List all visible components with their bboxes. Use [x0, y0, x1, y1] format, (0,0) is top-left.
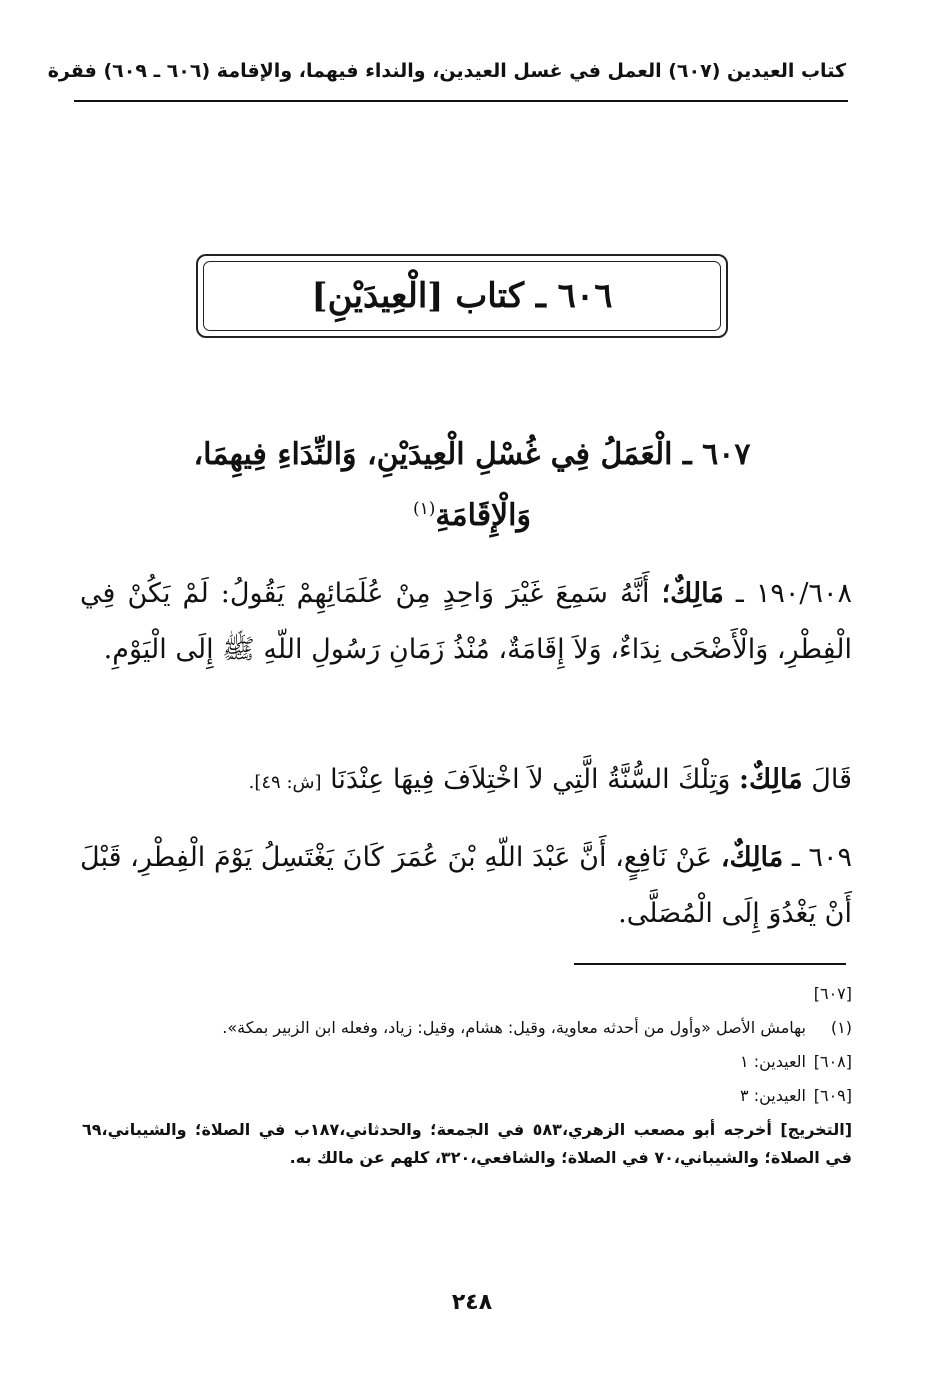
- paragraph-number: ٦٠٩ ـ: [791, 842, 852, 873]
- footnote-1: [82, 1014, 852, 1042]
- malik-statement: [80, 752, 852, 811]
- takhrij-note: [82, 1116, 852, 1172]
- footnote-text: العيدين: ١: [740, 1052, 806, 1071]
- statement-prefix: قَالَ: [811, 764, 852, 795]
- hadith-paragraph-608: [80, 566, 852, 678]
- footnotes-block: [82, 980, 852, 1172]
- paragraph-text: أَنَّهُ سَمِعَ غَيْرَ وَاحِدٍ مِنْ عُلَمَائِهِمْ يَقُولُ: لَمْ يَكُنْ فِي الْفِطْرِ، وَالْأَضْحَى نِدَاءٌ، وَلاَ إِقَامَةٌ، مُنْذُ زَمَانِ رَسُولِ اللّهِ ﷺ إِلَى الْيَوْمِ.: [80, 578, 852, 665]
- sharh-reference: [ش: ٤٩].: [248, 772, 322, 793]
- takhrij-label: [التخريج]: [780, 1120, 853, 1139]
- footnote-text: العيدين: ٣: [740, 1086, 806, 1105]
- footnote-number: (١): [830, 1018, 852, 1037]
- section-footnote-marker: (١): [413, 499, 436, 519]
- footnote-number: [٦٠٨]: [813, 1052, 852, 1071]
- takhrij-text: أخرجه أبو مصعب الزهري،٥٨٣ في الجمعة؛ والحدثاني،١٨٧ب في الصلاة؛ والشيباني،٦٩ في الصلاة؛ والشيباني،٧٠ في الصلاة؛ والشافعي،٣٢٠، كلهم عن مالك به.: [82, 1120, 852, 1167]
- paragraph-number: ١٩٠/٦٠٨ ـ: [735, 578, 853, 609]
- narrator-name: مَالِكٌ:: [739, 764, 803, 795]
- footnote-ref-609: [82, 1082, 852, 1110]
- footnote-text: بهامش الأصل «وأول من أحدثه معاوية، وقيل: هشام، وقيل: زياد، وفعله ابن الزبير بمكة».: [222, 1018, 806, 1037]
- page-number: ٢٤٨: [451, 1290, 493, 1315]
- footnote-number: [٦٠٩]: [813, 1086, 852, 1105]
- running-header: كتاب العيدين (٦٠٧) العمل في غسل العيدين، والنداء فيهما، والإقامة (٦٠٦ ـ ٦٠٩) فقرة: [47, 60, 846, 82]
- chapter-title-frame-inner: [203, 261, 721, 331]
- chapter-title: ٦٠٦ ـ كتاب [الْعِيدَيْنِ]: [311, 276, 613, 316]
- section-title: [150, 428, 794, 543]
- header-rule: [74, 100, 848, 102]
- footnote-ref-607: [٦٠٧]: [813, 984, 852, 1003]
- narrator-name: مَالِكٌ،: [720, 842, 784, 873]
- chapter-title-frame: [196, 254, 728, 338]
- footnote-separator: [574, 963, 846, 965]
- hadith-paragraph-609: [80, 830, 852, 942]
- paragraph-text: عَنْ نَافِعٍ، أَنَّ عَبْدَ اللّهِ بْنَ عُمَرَ كَانَ يَغْتَسِلُ يَوْمَ الْفِطْرِ، قَبْلَ أَنْ يَغْدُوَ إِلَى الْمُصَلَّى.: [80, 842, 852, 929]
- footnote-ref-608: [82, 1048, 852, 1076]
- paragraph-text: وَتِلْكَ السُّنَّةُ الَّتِي لاَ اخْتِلاَفَ فِيهَا عِنْدَنَا: [330, 764, 731, 795]
- narrator-name: مَالِكٌ؛: [661, 578, 724, 609]
- section-title-text: ٦٠٧ ـ الْعَمَلُ فِي غُسْلِ الْعِيدَيْنِ، وَالنِّدَاءِ فِيهِمَا، وَالْإِقَامَةِ: [193, 437, 751, 533]
